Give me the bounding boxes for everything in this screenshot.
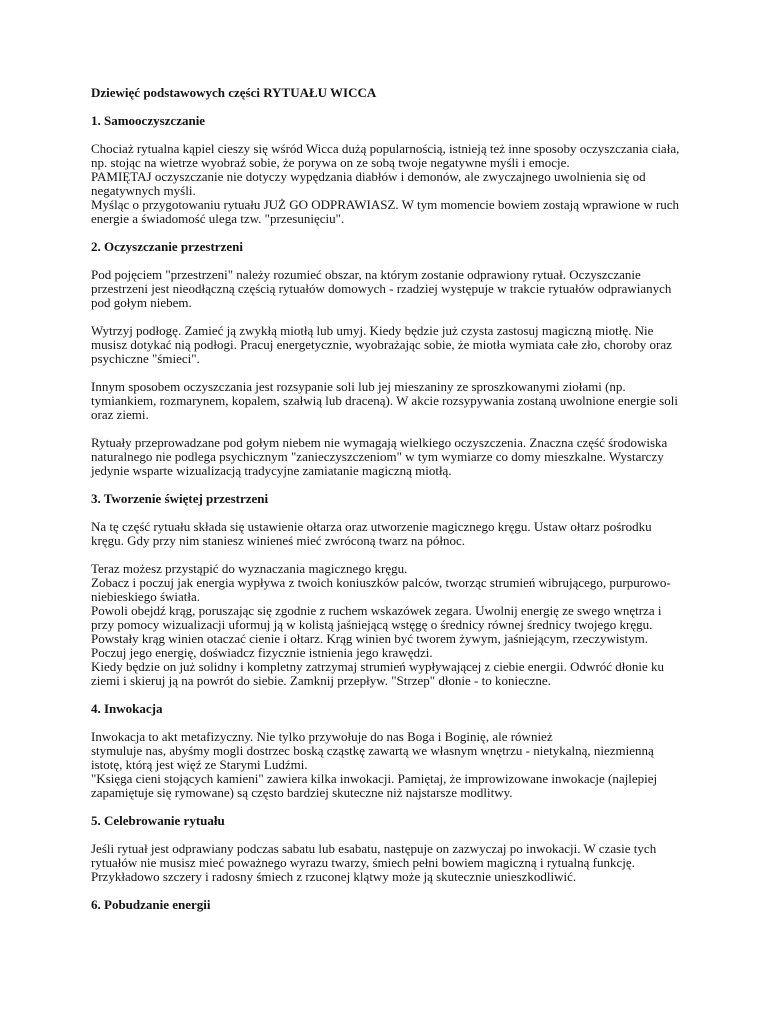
text-line: pod gołym niebem. <box>91 295 192 310</box>
text-line: Myśląc o przygotowaniu rytuału JUŻ GO ODPRAWIASZ. W tym momencie bowiem zostają wprawione w ruch <box>91 197 680 212</box>
text-line: Innym sposobem oczyszczania jest rozsypanie soli lub jej mieszaniny ze sproszkowanymi ziołami (np. <box>91 379 626 394</box>
paragraph <box>91 142 691 226</box>
section <box>91 814 691 884</box>
paragraph <box>91 730 691 800</box>
text-line: Poczuj jego energię, doświadcz fizycznie istnienia jego krawędzi. <box>91 645 433 660</box>
text-line: musisz dotykać nią podłogi. Pracuj energetycznie, wyobrażając sobie, że miotła wymiata całe zło, choroby oraz <box>91 337 672 352</box>
text-line: Wytrzyj podłogę. Zamieć ją zwykłą miotłą lub umyj. Kiedy będzie już czysta zastosuj magiczną miotłę. Nie <box>91 323 654 338</box>
paragraph <box>91 842 691 884</box>
paragraph <box>91 380 691 422</box>
text-line: oraz ziemi. <box>91 407 149 422</box>
text-line: jedynie wsparte wizualizacją tradycyjne zamiatanie magiczną miotłą. <box>91 463 452 478</box>
text-line: rytuałów nie musisz mieć poważnego wyrazu twarzy, śmiech pełni bowiem magiczną i rytualną funkcję. <box>91 855 635 870</box>
sections-container <box>91 114 691 912</box>
paragraph <box>91 324 691 366</box>
text-line: np. stojąc na wietrze wyobraź sobie, że porywa on ze sobą twoje negatywne myśli i emocje. <box>91 155 570 170</box>
text-line: Rytuały przeprowadzane pod gołym niebem nie wymagają wielkiego oczyszczenia. Znaczna część środowiska <box>91 435 668 450</box>
section-heading: 3. Tworzenie świętej przestrzeni <box>91 491 269 506</box>
section-heading: 6. Pobudzanie energii <box>91 897 211 912</box>
text-line: Pod pojęciem "przestrzeni" należy rozumieć obszar, na którym zostanie odprawiony rytuał. Oczyszczanie <box>91 267 641 282</box>
text-line: przy pomocy wizualizacji uformuj ją w kolistą jaśniejącą wstęgę o średnicy równej średnicy twojego kręgu. <box>91 617 653 632</box>
paragraph <box>91 562 691 688</box>
text-line: kręgu. Gdy przy nim staniesz winieneś mieć zwróconą twarz na północ. <box>91 533 465 548</box>
text-line: Powstały krąg winien otaczać cienie i ołtarz. Krąg winien być tworem żywym, jaśniejącym, rzeczywistym. <box>91 631 649 646</box>
text-line: Teraz możesz przystąpić do wyznaczania magicznego kręgu. <box>91 561 408 576</box>
document-body <box>91 86 691 926</box>
section <box>91 240 691 478</box>
section-heading: 5. Celebrowanie rytuału <box>91 813 225 828</box>
document-title: Dziewięć podstawowych części RYTUAŁU WICCA <box>91 85 377 100</box>
text-line: przestrzeni jest nieodłączną częścią rytuałów domowych - rzadziej występuje w trakcie rytuałów odprawianych <box>91 281 672 296</box>
text-line: Jeśli rytuał jest odprawiany podczas sabatu lub esabatu, następuje on zazwyczaj po inwokacji. W czasie tych <box>91 841 657 856</box>
text-line: PAMIĘTAJ oczyszczanie nie dotyczy wypędzania diabłów i demonów, ale zwyczajnego uwolnienia się od <box>91 169 646 184</box>
text-line: energie a świadomość ulega tzw. "przesunięciu". <box>91 211 345 226</box>
section <box>91 114 691 226</box>
text-line: naturalnego nie podlega psychicznym "zanieczyszczeniom" w tym wymiarze co domy mieszkalne. Wystarczy <box>91 449 664 464</box>
paragraph <box>91 268 691 310</box>
section-heading: 4. Inwokacja <box>91 701 163 716</box>
text-line: stymuluje nas, abyśmy mogli dostrzec boską cząstkę zawartą we własnym wnętrzu - nietykalną, niezmienną <box>91 743 654 758</box>
paragraph <box>91 436 691 478</box>
section <box>91 898 691 912</box>
text-line: Zobacz i poczuj jak energia wypływa z twoich koniuszków palców, tworząc strumień wibrującego, purpurowo- <box>91 575 671 590</box>
text-line: ziemi i skieruj ją na powrót do siebie. Zamknij przepływ. "Strzep" dłonie - to konieczne. <box>91 673 551 688</box>
text-line: Na tę część rytuału składa się ustawienie ołtarza oraz utworzenie magicznego kręgu. Ustaw ołtarz pośrodku <box>91 519 652 534</box>
paragraph <box>91 520 691 548</box>
text-line: Chociaż rytualna kąpiel cieszy się wśród Wicca dużą popularnością, istnieją też inne sposoby oczyszczania ciała, <box>91 141 680 156</box>
section <box>91 702 691 800</box>
text-line: Powoli obejdź krąg, poruszając się zgodnie z ruchem wskazówek zegara. Uwolnij energię ze swego wnętrza i <box>91 603 662 618</box>
section-heading: 2. Oczyszczanie przestrzeni <box>91 239 243 254</box>
text-line: psychiczne "śmieci". <box>91 351 200 366</box>
text-line: niebieskiego światła. <box>91 589 201 604</box>
text-line: Inwokacja to akt metafizyczny. Nie tylko przywołuje do nas Boga i Boginię, ale również <box>91 729 553 744</box>
text-line: Kiedy będzie on już solidny i kompletny zatrzymaj strumień wypływającej z ciebie energii. Odwróć dłonie ku <box>91 659 665 674</box>
text-line: Przykładowo szczery i radosny śmiech z rzuconej klątwy może ją skutecznie unieszkodliwić. <box>91 869 577 884</box>
text-line: istotę, którą jest więź ze Starymi Ludźmi. <box>91 757 308 772</box>
text-line: "Księga cieni stojących kamieni" zawiera kilka inwokacji. Pamiętaj, że improwizowane inwokacje (najlepiej <box>91 771 658 786</box>
text-line: zapamiętuje się rymowane) są często bardziej skuteczne niż najstarsze modlitwy. <box>91 785 513 800</box>
section <box>91 492 691 688</box>
text-line: tymiankiem, rozmarynem, kopalem, szałwią lub draceną). W akcie rozsypywania zostaną uwolnione energie soli <box>91 393 678 408</box>
section-heading: 1. Samooczyszczanie <box>91 113 206 128</box>
text-line: negatywnych myśli. <box>91 183 196 198</box>
